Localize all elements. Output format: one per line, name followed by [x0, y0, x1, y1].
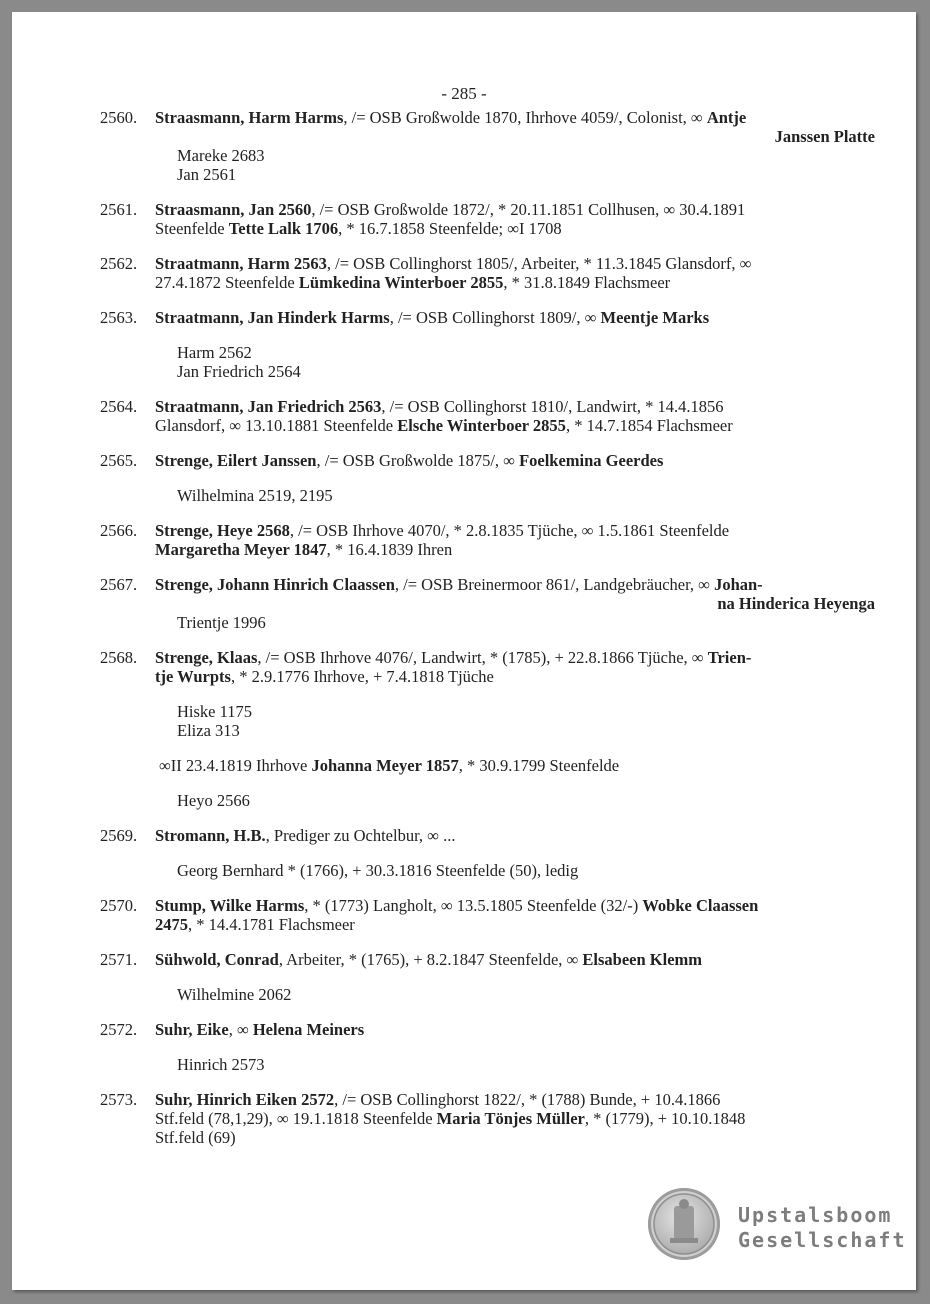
entry-2561: [12, 200, 875, 238]
entry-text: , /= OSB Breinermoor 861/, Landgebräucher, ∞: [394, 575, 710, 594]
entry-text: 27.4.1872 Steenfelde: [155, 273, 299, 292]
entry-2567: [12, 575, 875, 632]
entry-text: Glansdorf, ∞ 13.10.1881 Steenfelde: [155, 416, 398, 435]
entry-2566: [12, 521, 875, 559]
spouse-name: Maria Tönjes Müller: [436, 1109, 585, 1128]
entry-2562: [12, 254, 875, 292]
entry-text: , * (1779), + 10.10.1848: [584, 1109, 746, 1128]
spouse-name: Margaretha Meyer 1847: [155, 540, 327, 559]
spouse-name-cont: 2475: [155, 915, 188, 934]
child: Hinrich 2573: [177, 1055, 265, 1074]
children: [155, 791, 875, 810]
child: Jan Friedrich 2564: [177, 362, 301, 381]
entry-number: 2573.: [100, 1090, 138, 1109]
entry-2564: [12, 397, 875, 435]
person-name: Straasmann, Jan 2560: [155, 200, 312, 219]
children: [155, 343, 875, 381]
logo-line: Gesellschaft: [738, 1228, 907, 1252]
entry-list: [12, 108, 916, 1163]
entry-text: , Prediger zu Ochtelbur, ∞ ...: [265, 826, 456, 845]
entry-number: 2564.: [100, 397, 138, 416]
spouse-name: Helena Meiners: [252, 1020, 365, 1039]
person-name: Stump, Wilke Harms: [155, 896, 305, 915]
children: [155, 613, 875, 632]
entry-text: , Arbeiter, * (1765), + 8.2.1847 Steenfelde, ∞: [278, 950, 583, 969]
spouse-name-cont: tje Wurpts: [155, 667, 231, 686]
person-name: Straatmann, Harm 2563: [155, 254, 327, 273]
children: [155, 702, 875, 740]
spouse-name: Wobke Claassen: [642, 896, 759, 915]
entry-text: , * 14.7.1854 Flachsmeer: [565, 416, 733, 435]
child: Trientje 1996: [177, 613, 266, 632]
entry-text: , * 14.4.1781 Flachsmeer: [188, 915, 355, 934]
child: Georg Bernhard * (1766), + 30.3.1816 Steenfelde (50), ledig: [177, 861, 579, 880]
entry-number: 2569.: [100, 826, 138, 845]
entry-2571: [12, 950, 875, 1004]
entry-2568: [12, 648, 875, 810]
entry-2569: [12, 826, 875, 880]
entry-number: 2561.: [100, 200, 138, 219]
person-name: Strenge, Klaas: [155, 648, 258, 667]
children: [155, 486, 875, 505]
person-name: Straatmann, Jan Hinderk Harms: [155, 308, 390, 327]
spouse-name: Foelkemina Geerdes: [519, 451, 664, 470]
child: Harm 2562: [177, 343, 252, 362]
child: Wilhelmina 2519, 2195: [177, 486, 333, 505]
entry-number: 2562.: [100, 254, 138, 273]
society-logo-text: [738, 1203, 907, 1253]
children: [155, 1055, 875, 1074]
entry-number: 2568.: [100, 648, 138, 667]
child: Hiske 1175: [177, 702, 253, 721]
entry-number: 2560.: [100, 108, 138, 127]
spouse-name: Trien-: [707, 648, 752, 667]
person-name: Strenge, Heye 2568: [155, 521, 290, 540]
entry-text: , * 16.7.1858 Steenfelde; ∞I 1708: [338, 219, 562, 238]
spouse-name-cont: na Hinderica Heyenga: [717, 594, 875, 613]
child: Heyo 2566: [177, 791, 250, 810]
person-name: Suhr, Hinrich Eiken 2572: [155, 1090, 335, 1109]
person-name: Straasmann, Harm Harms: [155, 108, 344, 127]
entry-text: , * 16.4.1839 Ihren: [326, 540, 453, 559]
entry-text: , /= OSB Collinghorst 1822/, * (1788) Bunde, + 10.4.1866: [334, 1090, 721, 1109]
entry-text: , /= OSB Collinghorst 1809/, ∞: [389, 308, 601, 327]
person-name: Strenge, Johann Hinrich Claassen: [155, 575, 395, 594]
entry-text: , * 31.8.1849 Flachsmeer: [503, 273, 671, 292]
spouse-name: Elsche Winterboer 2855: [397, 416, 566, 435]
spouse-name: Johan-: [714, 575, 763, 594]
entry-number: 2566.: [100, 521, 138, 540]
entry-text: , /= OSB Ihrhove 4070/, * 2.8.1835 Tjüche, ∞ 1.5.1861 Steenfelde: [289, 521, 730, 540]
entry-number: 2571.: [100, 950, 138, 969]
entry-text: , * 30.9.1799 Steenfelde: [458, 756, 620, 775]
page-number: - 285 -: [441, 84, 487, 103]
entry-number: 2565.: [100, 451, 138, 470]
spouse-name: Tette Lalk 1706: [228, 219, 339, 238]
spouse-name-cont: Janssen Platte: [774, 127, 875, 146]
entry-2565: [12, 451, 875, 505]
entry-number: 2563.: [100, 308, 138, 327]
seal-logo-icon: [648, 1188, 720, 1260]
entry-2573: [12, 1090, 875, 1147]
children: [155, 146, 875, 184]
child: Mareke 2683: [177, 146, 265, 165]
person-name: Suhr, Eike: [155, 1020, 229, 1039]
children: [155, 985, 875, 1004]
entry-text: , ∞: [228, 1020, 253, 1039]
spouse-name: Elsabeen Klemm: [582, 950, 703, 969]
seal-figure-icon: [648, 1188, 720, 1260]
document-page: [12, 12, 916, 1290]
entry-text: , /= OSB Großwolde 1875/, ∞: [316, 451, 520, 470]
person-name: Stromann, H.B.: [155, 826, 266, 845]
children: [155, 861, 875, 880]
second-marriage: [155, 756, 875, 775]
spouse-name: Antje: [706, 108, 747, 127]
person-name: Strenge, Eilert Janssen: [155, 451, 317, 470]
entry-text: , /= OSB Großwolde 1872/, * 20.11.1851 Collhusen, ∞ 30.4.1891: [311, 200, 746, 219]
entry-text: , * 2.9.1776 Ihrhove, + 7.4.1818 Tjüche: [230, 667, 494, 686]
logo-line: Upstalsboom: [738, 1203, 893, 1227]
entry-2563: [12, 308, 875, 381]
entry-text: , * (1773) Langholt, ∞ 13.5.1805 Steenfelde (32/-): [304, 896, 643, 915]
person-name: Straatmann, Jan Friedrich 2563: [155, 397, 382, 416]
entry-number: 2570.: [100, 896, 138, 915]
entry-text: Steenfelde: [155, 219, 229, 238]
entry-text: , /= OSB Collinghorst 1810/, Landwirt, * 14.4.1856: [381, 397, 724, 416]
entry-2570: [12, 896, 875, 934]
child: Eliza 313: [177, 721, 240, 740]
entry-text: , /= OSB Großwolde 1870, Ihrhove 4059/, Colonist, ∞: [343, 108, 703, 127]
entry-text: Stf.feld (69): [155, 1128, 236, 1147]
child: Wilhelmine 2062: [177, 985, 292, 1004]
spouse-name: Johanna Meyer 1857: [311, 756, 459, 775]
entry-2560: [12, 108, 875, 184]
entry-text: , /= OSB Collinghorst 1805/, Arbeiter, * 11.3.1845 Glansdorf, ∞: [326, 254, 752, 273]
child: Jan 2561: [177, 165, 237, 184]
entry-text: ∞II 23.4.1819 Ihrhove: [159, 756, 312, 775]
entry-text: Stf.feld (78,1,29), ∞ 19.1.1818 Steenfelde: [155, 1109, 437, 1128]
spouse-name: Meentje Marks: [600, 308, 710, 327]
entry-text: , /= OSB Ihrhove 4076/, Landwirt, * (1785), + 22.8.1866 Tjüche, ∞: [257, 648, 704, 667]
person-name: Sühwold, Conrad: [155, 950, 279, 969]
spouse-name: Lümkedina Winterboer 2855: [298, 273, 504, 292]
entry-2572: [12, 1020, 875, 1074]
entry-number: 2567.: [100, 575, 138, 594]
entry-number: 2572.: [100, 1020, 138, 1039]
